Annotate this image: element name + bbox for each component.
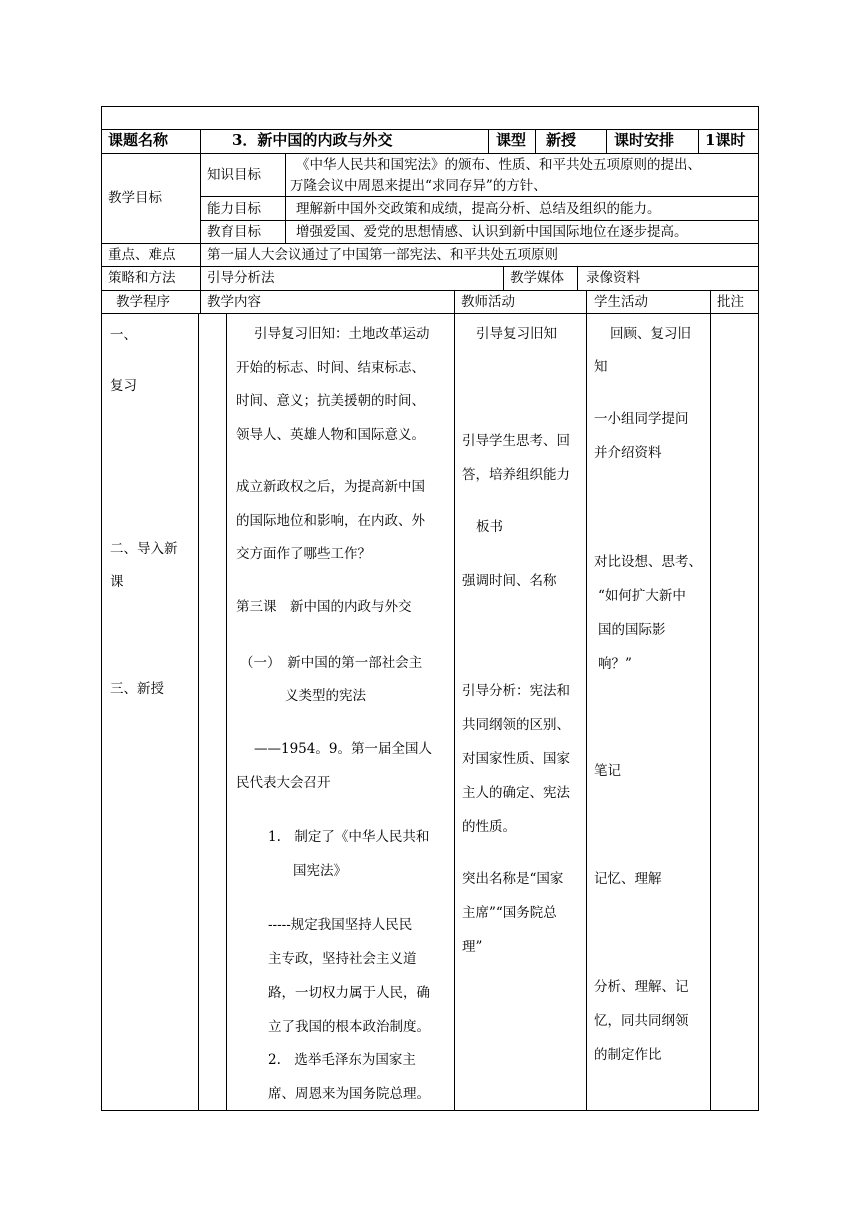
content-line: 国宪法》 <box>293 863 347 879</box>
knowledge-label: 知识目标 <box>207 167 261 183</box>
student-line: 一小组同学提问 <box>594 411 689 427</box>
strategy-text: 引导分析法 <box>207 270 275 286</box>
teacher-line: 引导学生思考、回 <box>462 433 570 449</box>
content-line: 席、周恩来为国务院总理。 <box>268 1086 430 1102</box>
type-value: 新授 <box>546 131 577 149</box>
media-label: 教学媒体 <box>510 270 564 286</box>
content-line: 开始的标志、时间、结束标志、 <box>236 360 425 376</box>
ability-text: 理解新中国外交政策和成绩，提高分析、总结及组织的能力。 <box>296 201 661 217</box>
course-name-label: 课题名称 <box>108 131 169 149</box>
content-line: -----规定我国坚持人民民 <box>268 917 413 933</box>
teacher-line: 强调时间、名称 <box>462 573 557 589</box>
content-line: 义类型的宪法 <box>285 688 366 704</box>
content-line: 民代表大会召开 <box>236 775 331 791</box>
column-header-teacher: 教师活动 <box>461 294 515 310</box>
content-line: ——1954。9。第一届全国人 <box>254 741 432 757</box>
media-value: 录像资料 <box>586 270 640 286</box>
student-line: 忆，同共同纲领 <box>594 1013 689 1029</box>
column-header-student: 学生活动 <box>594 294 648 310</box>
column-header-procedure: 教学程序 <box>116 294 170 310</box>
student-line: 分析、理解、记 <box>594 979 689 995</box>
procedure-step: 课 <box>110 574 124 590</box>
teacher-line: 板书 <box>476 519 503 535</box>
procedure-step: 二、导入新 <box>110 541 178 557</box>
type-label: 课型 <box>496 131 527 149</box>
content-line: 立了我国的根本政治制度。 <box>268 1019 430 1035</box>
student-line: 对比设想、思考、 <box>594 554 702 570</box>
content-line: 1. 制定了《中华人民共和 <box>268 829 430 845</box>
teacher-line: 主席”“国务院总 <box>462 905 557 921</box>
teacher-line: 答，培养组织能力 <box>462 467 570 483</box>
procedure-step: 一、 <box>110 327 137 343</box>
teacher-line: 引导复习旧知 <box>476 326 557 342</box>
schedule-label: 课时安排 <box>614 131 675 149</box>
knowledge-text-line1: 《中华人民共和国宪法》的颁布、性质、和平共处五项原则的提出、 <box>296 157 701 173</box>
content-line: 时间、意义；抗美援朝的时间、 <box>236 393 425 409</box>
content-line: 领导人、英雄人物和国际意义。 <box>236 427 425 443</box>
student-line: “如何扩大新中 <box>598 588 686 604</box>
key-points-label: 重点、难点 <box>108 247 176 263</box>
teacher-line: 共同纲领的区别、 <box>462 717 570 733</box>
content-line: 主专政，坚持社会主义道 <box>268 951 417 967</box>
teacher-line: 的性质。 <box>462 819 516 835</box>
teacher-line: 主人的确定、宪法 <box>462 785 570 801</box>
student-line: 并介绍资料 <box>594 445 662 461</box>
education-label: 教育目标 <box>207 224 261 240</box>
strategy-label: 策略和方法 <box>108 270 176 286</box>
ability-label: 能力目标 <box>207 201 261 217</box>
student-line: 的制定作比 <box>594 1047 662 1063</box>
course-name: 3．新中国的内政与外交 <box>232 131 393 149</box>
education-text: 增强爱国、爱党的思想情感、认识到新中国国际地位在逐步提高。 <box>296 224 688 240</box>
student-line: 响？” <box>598 656 632 672</box>
column-header-notes: 批注 <box>717 294 744 310</box>
student-line: 笔记 <box>594 763 621 779</box>
teacher-line: 理” <box>462 939 483 955</box>
content-line: （一） 新中国的第一部社会主 <box>240 655 423 671</box>
knowledge-text-line2: 万隆会议中周恩来提出“求同存异”的方针、 <box>290 178 547 194</box>
teacher-line: 对国家性质、国家 <box>462 751 570 767</box>
student-line: 回顾、复习旧 <box>610 326 691 342</box>
procedure-step: 三、新授 <box>110 681 164 697</box>
teacher-line: 引导分析：宪法和 <box>462 683 570 699</box>
content-line: 交方面作了哪些工作？ <box>236 546 371 562</box>
content-line: 成立新政权之后，为提高新中国 <box>236 479 425 495</box>
content-line: 的国际地位和影响，在内政、外 <box>236 513 425 529</box>
content-line: 第三课 新中国的内政与外交 <box>236 599 412 615</box>
content-line: 2. 选举毛泽东为国家主 <box>268 1052 416 1068</box>
column-header-content: 教学内容 <box>207 294 261 310</box>
student-line: 知 <box>594 359 608 375</box>
objectives-label: 教学目标 <box>108 190 162 206</box>
schedule-value: 1课时 <box>705 131 746 149</box>
key-points-text: 第一届人大会议通过了中国第一部宪法、和平共处五项原则 <box>207 247 558 263</box>
student-line: 国的国际影 <box>598 622 666 638</box>
procedure-step: 复习 <box>110 378 137 394</box>
teacher-line: 突出名称是“国家 <box>462 871 564 887</box>
content-line: 引导复习旧知：土地改革运动 <box>254 326 430 342</box>
student-line: 记忆、理解 <box>594 871 662 887</box>
content-line: 路，一切权力属于人民，确 <box>268 985 430 1001</box>
